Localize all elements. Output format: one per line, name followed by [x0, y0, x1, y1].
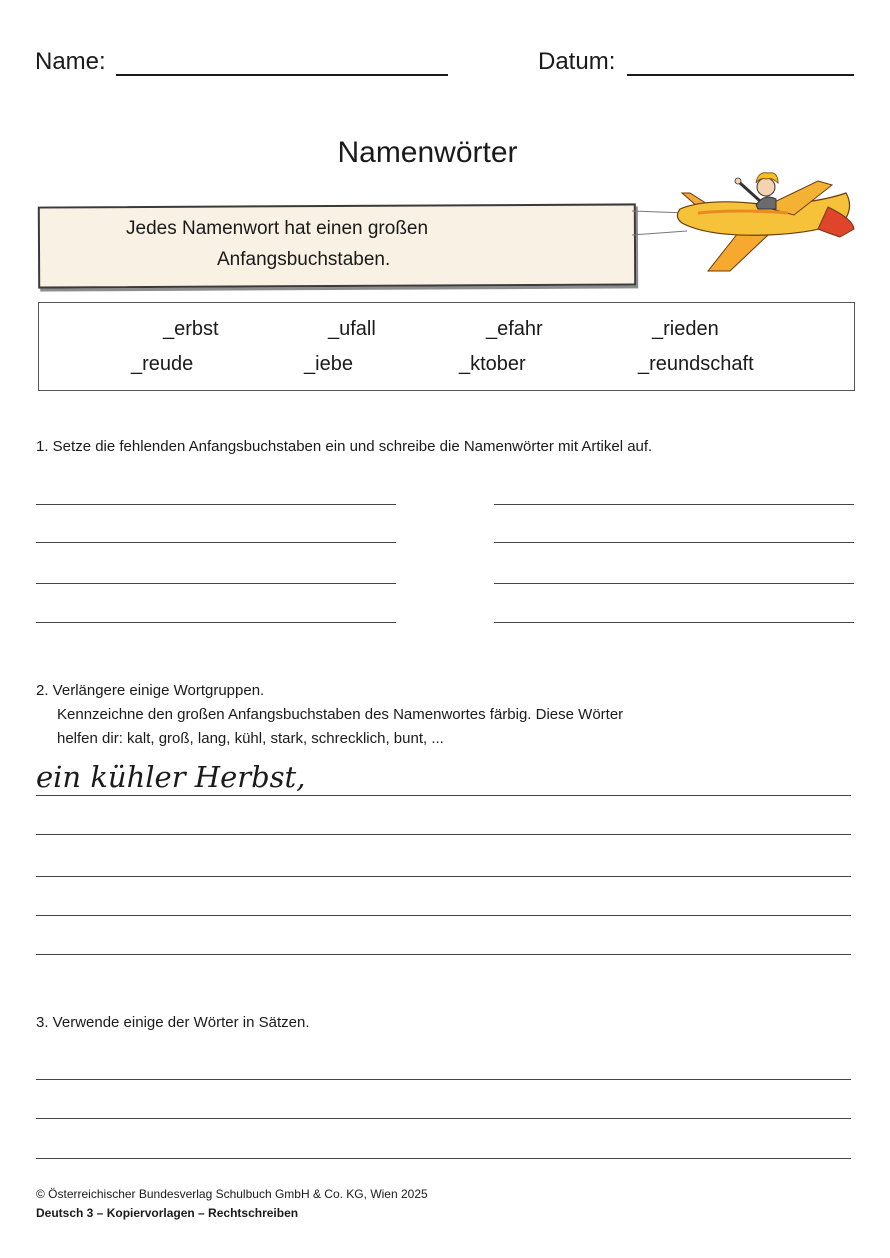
name-field[interactable]	[116, 74, 448, 76]
rule-banner	[38, 203, 636, 288]
write-line[interactable]	[494, 542, 854, 543]
task2-hint: helfen dir: kalt, groß, lang, kühl, stark, schrecklich, bunt, ...	[57, 730, 444, 747]
write-line[interactable]	[36, 583, 396, 584]
word-item: _efahr	[486, 318, 543, 340]
task2-instruction: Kennzeichne den großen Anfangsbuchstaben des Namenwortes färbig. Diese Wörter	[57, 706, 624, 723]
write-line[interactable]	[36, 504, 396, 505]
write-line[interactable]	[494, 622, 854, 623]
write-line[interactable]	[36, 622, 396, 623]
name-label: Name:	[35, 48, 106, 75]
write-line[interactable]	[36, 542, 396, 543]
word-item: _reude	[131, 353, 194, 375]
word-box	[38, 302, 855, 391]
word-item: _rieden	[652, 318, 719, 340]
rule-text-line2: Anfangsbuchstaben.	[217, 249, 391, 270]
date-field[interactable]	[627, 74, 854, 76]
page-title: Namenwörter	[337, 136, 518, 169]
write-line[interactable]	[36, 915, 851, 916]
write-line[interactable]	[494, 583, 854, 584]
footer-series: Deutsch 3 – Kopiervorlagen – Rechtschreiben	[36, 1206, 299, 1220]
example-handwriting: ein kühler Herbst,	[36, 760, 306, 794]
footer-copyright: © Österreichischer Bundesverlag Schulbuch GmbH & Co. KG, Wien 2025	[36, 1187, 428, 1201]
word-item: _iebe	[304, 353, 353, 375]
rule-text-line1: Jedes Namenwort hat einen großen	[126, 218, 429, 239]
date-label: Datum:	[538, 48, 616, 75]
write-line[interactable]	[36, 1079, 851, 1080]
word-item: _ufall	[328, 318, 376, 340]
task1-instruction: 1. Setze die fehlenden Anfangsbuchstaben ein und schreibe die Namenwörter mit Artikel auf.	[36, 438, 653, 455]
word-item: _erbst	[163, 318, 219, 340]
write-line[interactable]	[494, 504, 854, 505]
task3-instruction: 3. Verwende einige der Wörter in Sätzen.	[36, 1014, 310, 1031]
task2-heading: 2. Verlängere einige Wortgruppen.	[36, 682, 265, 699]
write-line[interactable]	[36, 954, 851, 955]
plane-with-child-icon	[668, 163, 856, 275]
write-line[interactable]	[36, 876, 851, 877]
word-item: _ktober	[459, 353, 526, 375]
write-line[interactable]	[36, 1118, 851, 1119]
write-line[interactable]	[36, 1158, 851, 1159]
word-item: _reundschaft	[638, 353, 754, 375]
write-line[interactable]	[36, 795, 851, 796]
write-line[interactable]	[36, 834, 851, 835]
